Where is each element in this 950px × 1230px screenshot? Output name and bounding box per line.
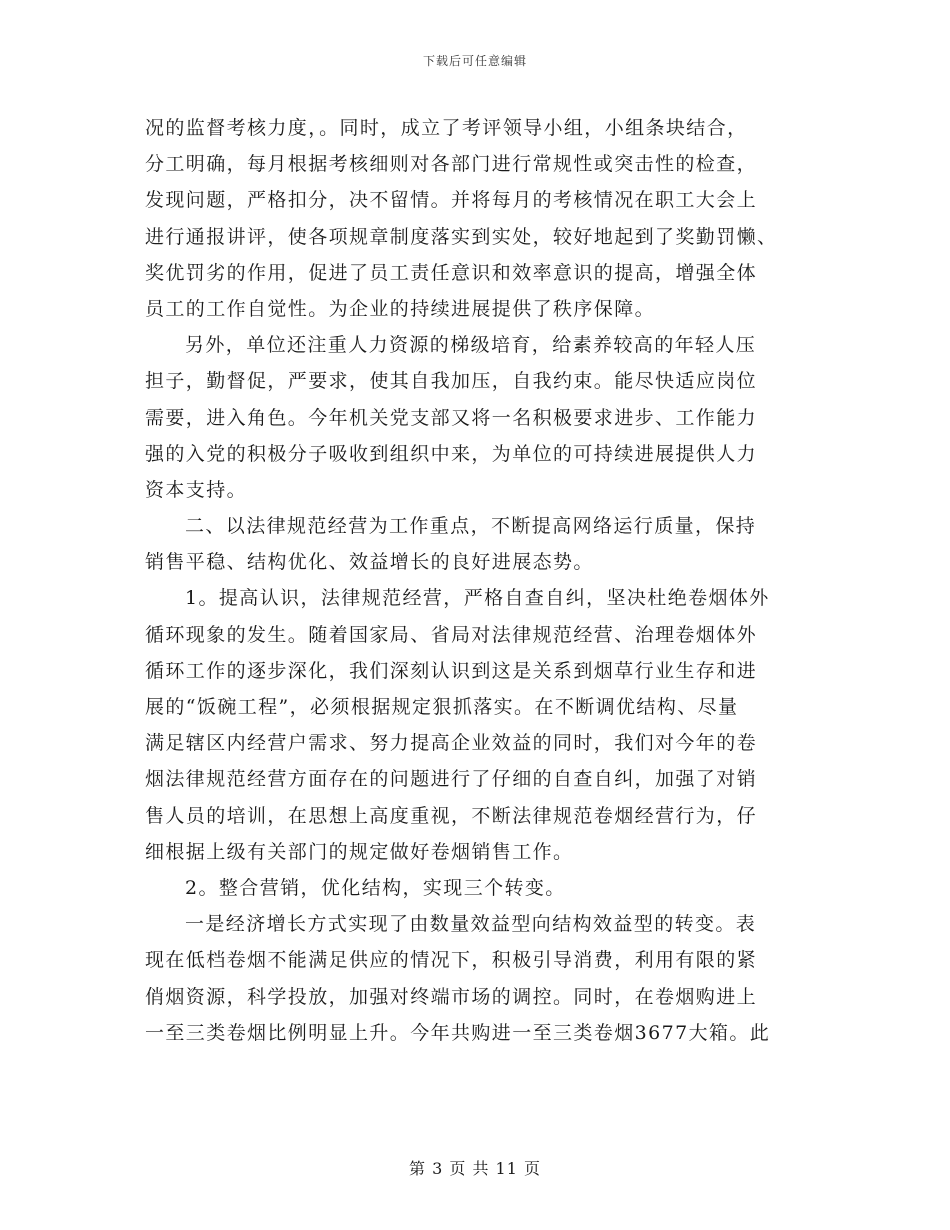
- text-line: 强的入党的积极分子吸收到组织中来，为单位的可持续进展提供人力: [145, 442, 758, 465]
- page-header: 下载后可任意编辑: [422, 54, 527, 68]
- text-line: 细根据上级有关部门的规定做好卷烟销售工作。: [145, 840, 574, 863]
- paragraph-start-line: 1。提高认识，法律规范经营，严格自查自纠，坚决杜绝卷烟体外: [185, 587, 770, 610]
- paragraph-start-line: 2。整合营销，优化结构，实现三个转变。: [185, 876, 566, 899]
- text-line: 进行通报讲评，使各项规章制度落实到实处，较好地起到了奖勤罚懒、: [145, 225, 778, 248]
- text-line: 售人员的培训，在思想上高度重视，不断法律规范卷烟经营行为，仔: [145, 804, 758, 827]
- text-line: 展的“饭碗工程”，必须根据规定狠抓落实。在不断调优结构、尽量: [145, 696, 739, 718]
- paragraph-start-line: 另外，单位还注重人力资源的梯级培育，给素养较高的年轻人压: [185, 334, 757, 357]
- text-line: 满足辖区内经营户需求、努力提高企业效益的同时，我们对今年的卷: [145, 732, 758, 755]
- text-line: 俏烟资源，科学投放，加强对终端市场的调控。同时，在卷烟购进上: [145, 985, 758, 1008]
- text-line: 发现问题，严格扣分，决不留情。并将每月的考核情况在职工大会上: [145, 189, 758, 212]
- text-line: 循环现象的发生。随着国家局、省局对法律规范经营、治理卷烟体外: [145, 623, 758, 646]
- text-line: 循环工作的逐步深化，我们深刻认识到这是关系到烟草行业生存和进: [145, 659, 758, 682]
- text-line: 销售平稳、结构优化、效益增长的良好进展态势。: [145, 551, 594, 574]
- document-body: [145, 110, 805, 1051]
- text-line: 需要，进入角色。今年机关党支部又将一名积极要求进步、工作能力: [145, 406, 758, 429]
- text-line: 奖优罚劣的作用，促进了员工责任意识和效率意识的提高，增强全体: [145, 261, 758, 284]
- text-line: 现在低档卷烟不能满足供应的情况下，积极引导消费，利用有限的紧: [145, 949, 758, 972]
- text-line: 员工的工作自觉性。为企业的持续进展提供了秩序保障。: [145, 297, 656, 320]
- text-line: 分工明确，每月根据考核细则对各部门进行常规性或突击性的检查，: [145, 153, 758, 176]
- text-line: 资本支持。: [145, 478, 248, 501]
- section-heading-line: 二、以法律规范经营为工作重点，不断提高网络运行质量，保持: [185, 515, 757, 538]
- text-line: 担子，勤督促，严要求，使其自我加压，自我约束。能尽快适应岗位: [145, 370, 758, 393]
- page-number-footer: 第 3 页 共 11 页: [409, 1159, 541, 1178]
- text-line: 况的监督考核力度，。同时，成立了考评领导小组，小组条块结合，: [145, 117, 748, 139]
- text-line: 一至三类卷烟比例明显上升。今年共购进一至三类卷烟3677大箱。此: [145, 1021, 771, 1044]
- paragraph-start-line: 一是经济增长方式实现了由数量效益型向结构效益型的转变。表: [185, 913, 757, 936]
- text-line: 烟法律规范经营方面存在的问题进行了仔细的自查自纠，加强了对销: [145, 768, 758, 791]
